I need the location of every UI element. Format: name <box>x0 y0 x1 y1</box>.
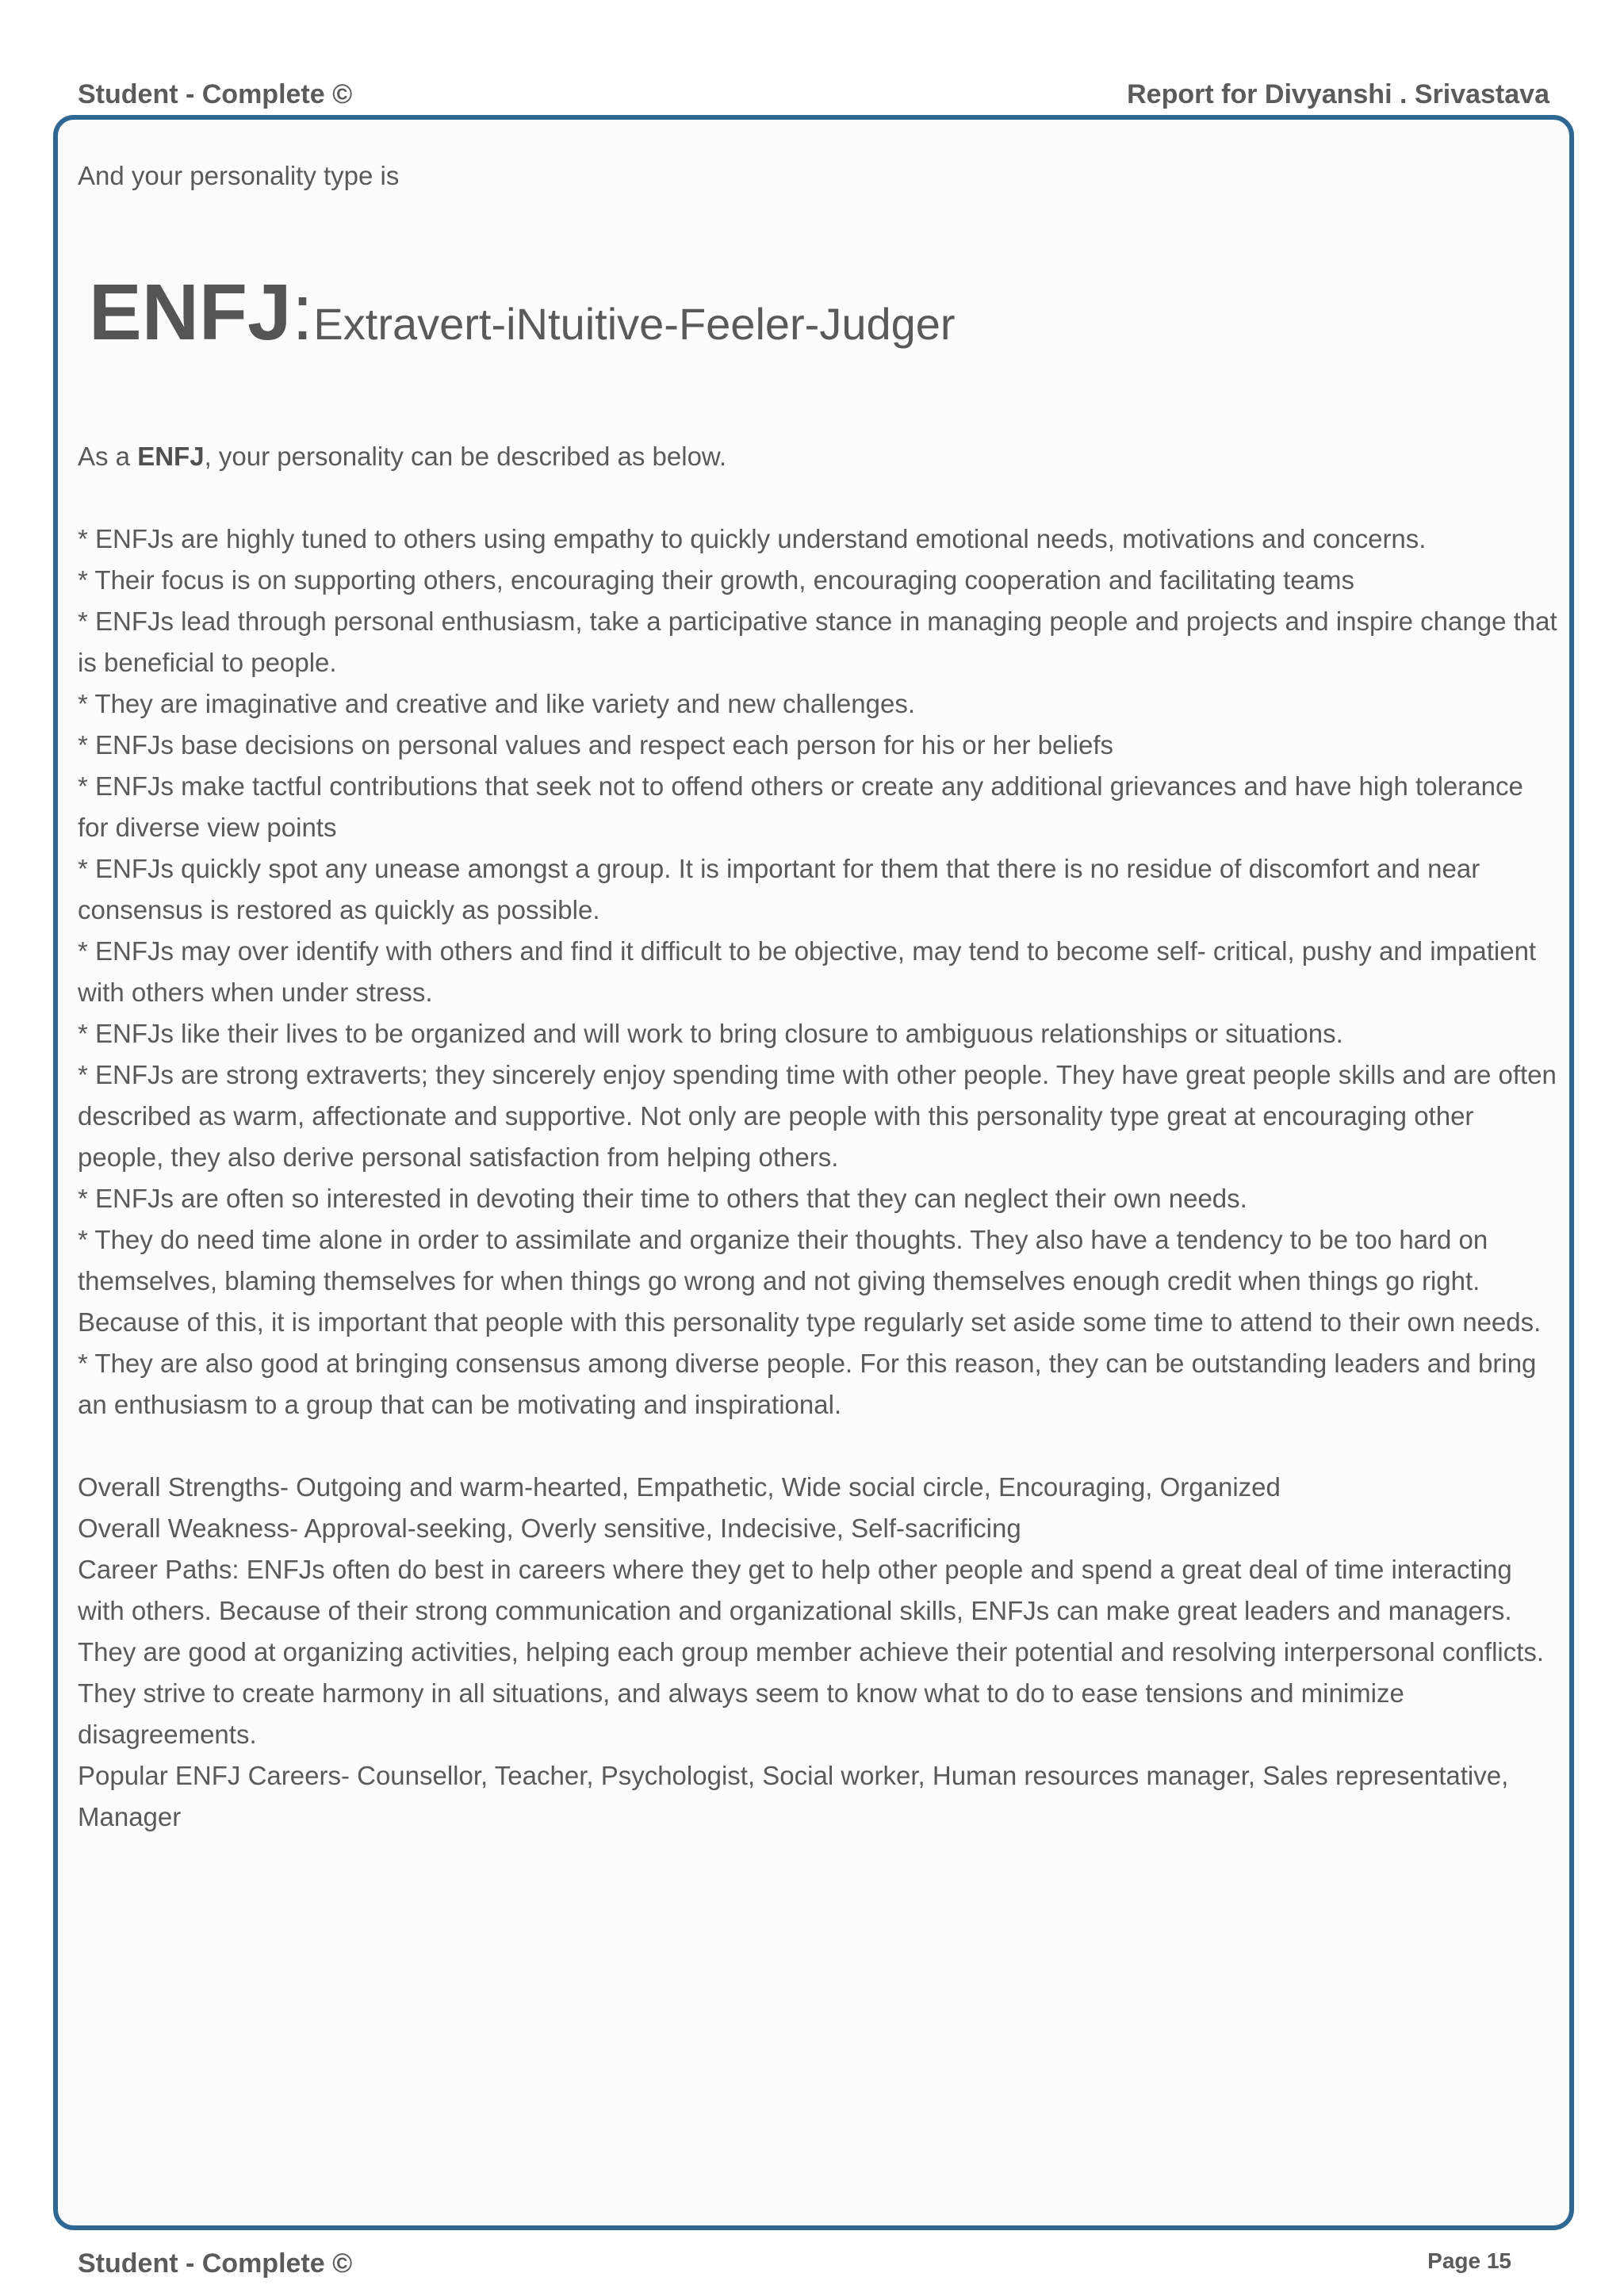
personality-type-heading <box>89 266 1561 358</box>
described-line <box>78 436 1561 477</box>
header-report-owner: Report for Divyanshi . Srivastava <box>1127 79 1549 109</box>
overall-strengths: Overall Strengths- Outgoing and warm-hearted, Empathetic, Wide social circle, Encouraging, Organized <box>78 1472 1281 1502</box>
personality-type-code: ENFJ <box>89 268 292 357</box>
header-product-name: Student - Complete © <box>78 79 353 109</box>
intro-text: And your personality type is <box>78 161 400 190</box>
trait-item: * ENFJs lead through personal enthusiasm, take a participative stance in managing people and projects and inspire change that is beneficial to people. <box>78 607 1557 677</box>
personality-type-description: Extravert-iNtuitive-Feeler-Judger <box>313 299 956 349</box>
trait-item: * They do need time alone in order to assimilate and organize their thoughts. They also have a tendency to be too hard on themselves, blaming themselves for when things go wrong and not giving themselves enough credit when things go right. Because of this, it is important that people with this personality type regularly set aside some time to attend to their own needs. <box>78 1225 1542 1337</box>
trait-item: * ENFJs base decisions on personal values and respect each person for his or her beliefs <box>78 730 1114 760</box>
trait-item: * ENFJs are strong extraverts; they sincerely enjoy spending time with other people. They have great people skills and are often described as warm, affectionate and supportive. Not only are people with this personality type great at encouraging other people, they also derive personal satisfaction from helping others. <box>78 1060 1557 1172</box>
trait-item: * ENFJs quickly spot any unease amongst a group. It is important for them that there is no residue of discomfort and near consensus is restored as quickly as possible. <box>78 854 1480 924</box>
trait-item: * ENFJs may over identify with others and find it difficult to be objective, may tend to become self- critical, pushy and impatient with others when under stress. <box>78 936 1537 1007</box>
described-prefix: As a <box>78 442 138 471</box>
described-code: ENFJ <box>137 442 205 471</box>
popular-careers: Popular ENFJ Careers- Counsellor, Teacher, Psychologist, Social worker, Human resources manager, Sales representative, Manager <box>78 1761 1509 1831</box>
trait-item: * ENFJs are highly tuned to others using empathy to quickly understand emotional needs, motivations and concerns. <box>78 524 1427 553</box>
page-number: Page 15 <box>1427 2248 1511 2273</box>
trait-item: * ENFJs make tactful contributions that seek not to offend others or create any additional grievances and have high tolerance for diverse view points <box>78 771 1523 842</box>
personality-type-colon: : <box>291 268 314 357</box>
footer-product-name: Student - Complete © <box>78 2248 353 2279</box>
trait-item: * ENFJs are often so interested in devoting their time to others that they can neglect their own needs. <box>78 1184 1247 1213</box>
trait-item: * They are imaginative and creative and like variety and new challenges. <box>78 689 915 718</box>
summary-section <box>78 1467 1561 1838</box>
overall-weakness: Overall Weakness- Approval-seeking, Overly sensitive, Indecisive, Self-sacrificing <box>78 1513 1021 1543</box>
report-content <box>78 155 1561 1838</box>
trait-list <box>78 519 1561 1425</box>
trait-item: * They are also good at bringing consensus among diverse people. For this reason, they can be outstanding leaders and bring an enthusiasm to a group that can be motivating and inspirational. <box>78 1349 1537 1419</box>
trait-item: * ENFJs like their lives to be organized and will work to bring closure to ambiguous relationships or situations. <box>78 1019 1343 1048</box>
career-paths: Career Paths: ENFJs often do best in careers where they get to help other people and spend a great deal of time interacting with others. Because of their strong communication and organizational skills, ENFJs can make great leaders and managers. They are good at organizing activities, helping each group member achieve their potential and resolving interpersonal conflicts. They strive to create harmony in all situations, and always seem to know what to do to ease tensions and minimize disagreements. <box>78 1555 1545 1749</box>
described-suffix: , your personality can be described as below. <box>204 442 727 471</box>
trait-item: * Their focus is on supporting others, encouraging their growth, encouraging cooperation and facilitating teams <box>78 565 1355 595</box>
